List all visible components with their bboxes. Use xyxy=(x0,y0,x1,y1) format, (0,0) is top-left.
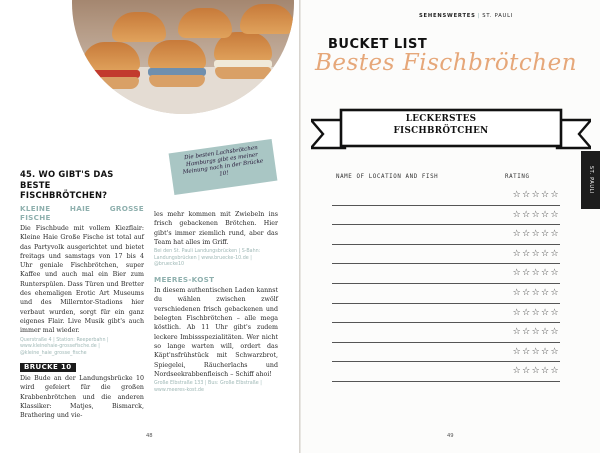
text-column-right xyxy=(154,210,278,394)
address-kleine-haie: Querstraße 4 | Station: Reeperbahn | www.kleinehaie-grossefische.de | @kleine_haie_grosse_fische xyxy=(20,337,109,356)
section-body-kleine-haie: Die Fischbude mit vollem Kiezflair: Kleine Haie Große Fische ist total auf das Partyvolk ausgerichtet und bietet freitags und samstags von 17 bis 4 Uhr geniale Fischbrötchen, super Kaffee und auch mal ein Bier zum Runterspülen. Dass Türen und Bretter des ehemaligen Erotic Art Museums und des Millerntor-Stadions hier verbaut wurden, sorgt für ein ganz eigenes Flair. Live Musik gibt's auch immer mal wieder. xyxy=(20,225,144,335)
rating-stars[interactable]: ☆☆☆☆☆ xyxy=(512,307,560,318)
rating-stars[interactable]: ☆☆☆☆☆ xyxy=(512,229,560,240)
table-row xyxy=(332,206,560,226)
table-row xyxy=(332,225,560,245)
table-row xyxy=(332,245,560,265)
side-tab-label: ST. PAULI xyxy=(587,165,594,195)
section-title-kleine-haie: KLEINE HAIE GROSSE FISCHE xyxy=(20,204,144,222)
table-row xyxy=(332,362,560,382)
section-title-meeres-kost: MEERES-KOST xyxy=(154,274,215,284)
section-tag-bruecke-10: BRÜCKE 10 xyxy=(20,363,76,372)
table-row xyxy=(332,186,560,206)
section-body-meeres-kost: In diesem authentischen Laden kannst du wählen zwischen zwölf verschiedenen frisch gebackenen und belegten Fischbrötchen – alle mega köstlich. Ab 11 Uhr gibt's zudem leckere Imbissspezialitäten. Wer nicht so lange warten will, ordert das Käpt'nsfrühstück mit Schwarzbrot, Spiegelei, Räucherlachs und Nordseekrabbenfleisch – Schiff ahoi! xyxy=(154,287,278,378)
header-district: ST. PAULI xyxy=(482,13,514,19)
column-header-rating: RATING xyxy=(505,174,530,180)
rating-stars[interactable]: ☆☆☆☆☆ xyxy=(512,287,560,298)
column-header-location: NAME OF LOCATION AND FISH xyxy=(336,174,439,180)
section-body-bruecke-10-cont: les mehr kommen mit Zwiebeln ins frisch gebackenen Brötchen. Hier gibt's immer ziemlich rund, aber das Team hat alles im Griff. xyxy=(154,211,278,246)
page-number-left: 48 xyxy=(146,433,153,439)
rating-stars[interactable]: ☆☆☆☆☆ xyxy=(512,346,560,357)
table-row xyxy=(332,264,560,284)
header-section: SEHENSWERTES xyxy=(419,13,476,19)
question-title: 45. WO GIBT'S DAS BESTE FISCHBRÖTCHEN? xyxy=(20,169,114,200)
rating-stars[interactable]: ☆☆☆☆☆ xyxy=(512,248,560,259)
chapter-side-tab xyxy=(581,151,600,209)
fish-sandwich-photo xyxy=(72,0,294,114)
address-bruecke-10: Bei den St. Pauli Landungsbrücken | S-Bahn: Landungsbrücken | www.bruecke-10.de | @bruecke10 xyxy=(154,249,261,268)
rating-stars[interactable]: ☆☆☆☆☆ xyxy=(512,209,560,220)
running-header: SEHENSWERTES | ST. PAULI xyxy=(419,13,514,19)
handwritten-note: Die besten Lachsbrötchen Hamburgs gibt es meiner Meinung nach in der Brücke 10! xyxy=(169,139,278,195)
table-row xyxy=(332,284,560,304)
table-row xyxy=(332,323,560,343)
rating-stars[interactable]: ☆☆☆☆☆ xyxy=(512,327,560,338)
table-row xyxy=(332,304,560,324)
section-body-bruecke-10: Die Bude an der Landungsbrücke 10 wird gefeiert für die großen Krabbenbrötchen und die anderen Klassiker: Matjes, Bismarck, Brathering und vie- xyxy=(20,375,144,420)
banner-text xyxy=(361,113,521,137)
script-title: Bestes Fischbrötchen xyxy=(315,50,578,76)
rating-stars[interactable]: ☆☆☆☆☆ xyxy=(512,190,560,200)
bucket-list-title: BUCKET LIST xyxy=(328,37,428,52)
rating-stars[interactable]: ☆☆☆☆☆ xyxy=(512,268,560,279)
right-page xyxy=(301,0,600,453)
table-row xyxy=(332,343,560,363)
address-meeres-kost: Große Elbstraße 133 | Bus: Große Elbstraße | www.meeres-kost.de xyxy=(154,381,262,393)
banner-line-2: FISCHBRÖTCHEN xyxy=(393,126,489,136)
text-column-left xyxy=(20,205,144,421)
left-page xyxy=(0,0,299,453)
page-number-right: 49 xyxy=(447,433,454,439)
banner-line-1: LECKERSTES xyxy=(405,114,477,124)
rating-stars[interactable]: ☆☆☆☆☆ xyxy=(512,366,560,377)
rating-table xyxy=(332,186,560,382)
